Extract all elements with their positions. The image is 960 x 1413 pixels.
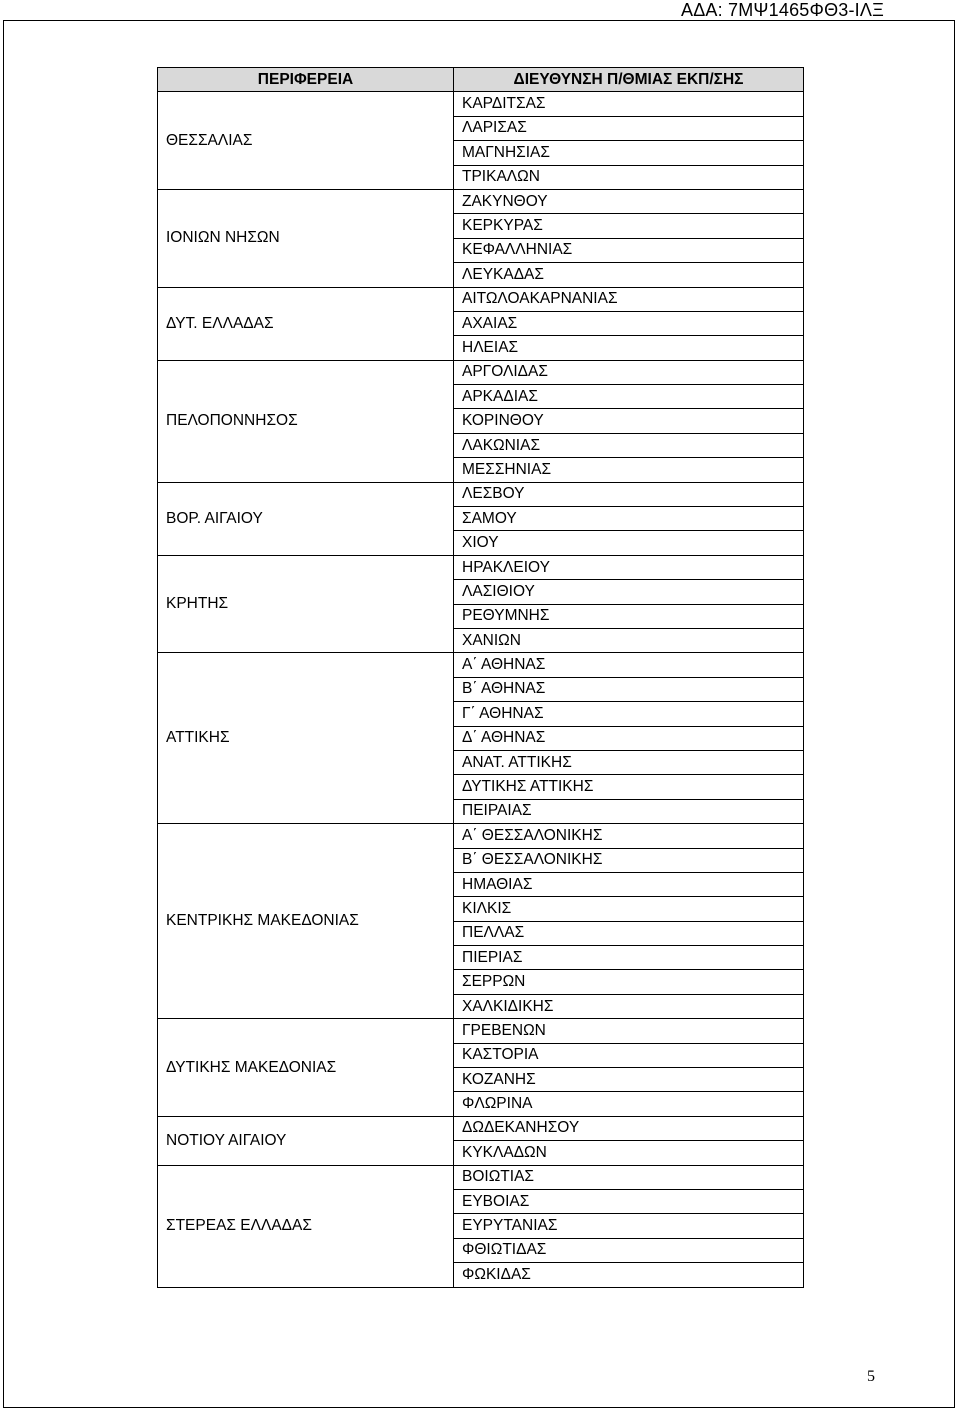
directorate-cell: ΠΙΕΡΙΑΣ bbox=[454, 946, 804, 970]
directorate-cell: ΗΛΕΙΑΣ bbox=[454, 336, 804, 360]
directorate-cell: ΦΛΩΡΙΝΑ bbox=[454, 1092, 804, 1116]
header-region: ΠΕΡΙΦΕΡΕΙΑ bbox=[158, 68, 454, 92]
directorates-table bbox=[157, 67, 804, 1288]
directorate-cell: ΚΟΡΙΝΘΟΥ bbox=[454, 409, 804, 433]
directorate-cell: ΜΑΓΝΗΣΙΑΣ bbox=[454, 141, 804, 165]
region-cell: ΘΕΣΣΑΛΙΑΣ bbox=[158, 92, 454, 190]
table-row bbox=[158, 92, 804, 116]
directorate-cell: ΣΑΜΟΥ bbox=[454, 507, 804, 531]
directorate-cell: ΤΡΙΚΑΛΩΝ bbox=[454, 165, 804, 189]
directorate-cell: ΑΝΑΤ. ΑΤΤΙΚΗΣ bbox=[454, 750, 804, 774]
directorate-cell: ΛΕΥΚΑΔΑΣ bbox=[454, 263, 804, 287]
region-cell: ΙΟΝΙΩΝ ΝΗΣΩΝ bbox=[158, 189, 454, 287]
region-cell: ΣΤΕΡΕΑΣ ΕΛΛΑΔΑΣ bbox=[158, 1165, 454, 1287]
table-row bbox=[158, 482, 804, 506]
directorate-cell: ΛΑΚΩΝΙΑΣ bbox=[454, 433, 804, 457]
directorate-cell: ΑΡΚΑΔΙΑΣ bbox=[454, 385, 804, 409]
directorate-cell: ΣΕΡΡΩΝ bbox=[454, 970, 804, 994]
region-cell: ΔΥΤ. ΕΛΛΑΔΑΣ bbox=[158, 287, 454, 360]
table-row bbox=[158, 1165, 804, 1189]
table-row bbox=[158, 653, 804, 677]
directorate-cell: ΑΧΑΙΑΣ bbox=[454, 311, 804, 335]
page-number: 5 bbox=[867, 1368, 875, 1385]
directorate-cell: ΧΑΝΙΩΝ bbox=[454, 628, 804, 652]
directorate-cell: ΛΑΣΙΘΙΟΥ bbox=[454, 580, 804, 604]
directorate-cell: ΑΙΤΩΛΟΑΚΑΡΝΑΝΙΑΣ bbox=[454, 287, 804, 311]
directorate-cell: ΚΑΣΤΟΡΙΑ bbox=[454, 1043, 804, 1067]
region-cell: ΔΥΤΙΚΗΣ ΜΑΚΕΔΟΝΙΑΣ bbox=[158, 1019, 454, 1117]
table-body bbox=[158, 92, 804, 1287]
directorate-cell: ΠΕΙΡΑΙΑΣ bbox=[454, 799, 804, 823]
directorate-cell: ΡΕΘΥΜΝΗΣ bbox=[454, 604, 804, 628]
region-cell: ΑΤΤΙΚΗΣ bbox=[158, 653, 454, 824]
table-row bbox=[158, 360, 804, 384]
region-cell: ΚΡΗΤΗΣ bbox=[158, 555, 454, 653]
directorate-cell: ΚΕΦΑΛΛΗΝΙΑΣ bbox=[454, 238, 804, 262]
ada-code: ΑΔΑ: 7ΜΨ1465ΦΘ3-ΙΛΞ bbox=[680, 0, 884, 20]
table-row bbox=[158, 1019, 804, 1043]
region-cell: ΒΟΡ. ΑΙΓΑΙΟΥ bbox=[158, 482, 454, 555]
directorate-cell: ΚΕΡΚΥΡΑΣ bbox=[454, 214, 804, 238]
directorate-cell: ΚΟΖΑΝΗΣ bbox=[454, 1068, 804, 1092]
table-row bbox=[158, 824, 804, 848]
region-cell: ΚΕΝΤΡΙΚΗΣ ΜΑΚΕΔΟΝΙΑΣ bbox=[158, 824, 454, 1019]
directorate-cell: ΦΘΙΩΤΙΔΑΣ bbox=[454, 1238, 804, 1262]
directorate-cell: ΓΡΕΒΕΝΩΝ bbox=[454, 1019, 804, 1043]
directorate-cell: Γ΄ ΑΘΗΝΑΣ bbox=[454, 702, 804, 726]
directorate-cell: ΔΩΔΕΚΑΝΗΣΟΥ bbox=[454, 1116, 804, 1140]
directorate-cell: ΒΟΙΩΤΙΑΣ bbox=[454, 1165, 804, 1189]
directorate-cell: ΜΕΣΣΗΝΙΑΣ bbox=[454, 458, 804, 482]
directorate-cell: ΧΙΟΥ bbox=[454, 531, 804, 555]
directorate-cell: ΕΥΒΟΙΑΣ bbox=[454, 1189, 804, 1213]
table-row bbox=[158, 189, 804, 213]
table-header-row bbox=[158, 68, 804, 92]
directorate-cell: ΑΡΓΟΛΙΔΑΣ bbox=[454, 360, 804, 384]
directorate-cell: Β΄ ΘΕΣΣΑΛΟΝΙΚΗΣ bbox=[454, 848, 804, 872]
table-row bbox=[158, 1116, 804, 1140]
region-cell: ΝΟΤΙΟΥ ΑΙΓΑΙΟΥ bbox=[158, 1116, 454, 1165]
table-row bbox=[158, 287, 804, 311]
directorate-cell: Δ΄ ΑΘΗΝΑΣ bbox=[454, 726, 804, 750]
directorate-cell: Β΄ ΑΘΗΝΑΣ bbox=[454, 677, 804, 701]
directorate-cell: ΗΜΑΘΙΑΣ bbox=[454, 872, 804, 896]
table-row bbox=[158, 555, 804, 579]
directorate-cell: ΛΑΡΙΣΑΣ bbox=[454, 116, 804, 140]
directorate-cell: ΕΥΡΥΤΑΝΙΑΣ bbox=[454, 1214, 804, 1238]
directorate-cell: ΧΑΛΚΙΔΙΚΗΣ bbox=[454, 994, 804, 1018]
header-directorate: ΔΙΕΥΘΥΝΣΗ Π/ΘΜΙΑΣ ΕΚΠ/ΣΗΣ bbox=[454, 68, 804, 92]
directorate-cell: ΦΩΚΙΔΑΣ bbox=[454, 1263, 804, 1287]
directorate-cell: ΗΡΑΚΛΕΙΟΥ bbox=[454, 555, 804, 579]
directorate-cell: ΔΥΤΙΚΗΣ ΑΤΤΙΚΗΣ bbox=[454, 775, 804, 799]
directorate-cell: ΖΑΚΥΝΘΟΥ bbox=[454, 189, 804, 213]
directorate-cell: ΠΕΛΛΑΣ bbox=[454, 921, 804, 945]
directorate-cell: ΚΥΚΛΑΔΩΝ bbox=[454, 1141, 804, 1165]
directorate-cell: ΛΕΣΒΟΥ bbox=[454, 482, 804, 506]
directorate-cell: ΚΙΛΚΙΣ bbox=[454, 897, 804, 921]
directorate-cell: ΚΑΡΔΙΤΣΑΣ bbox=[454, 92, 804, 116]
region-cell: ΠΕΛΟΠΟΝΝΗΣΟΣ bbox=[158, 360, 454, 482]
directorate-cell: Α΄ ΑΘΗΝΑΣ bbox=[454, 653, 804, 677]
directorate-cell: Α΄ ΘΕΣΣΑΛΟΝΙΚΗΣ bbox=[454, 824, 804, 848]
